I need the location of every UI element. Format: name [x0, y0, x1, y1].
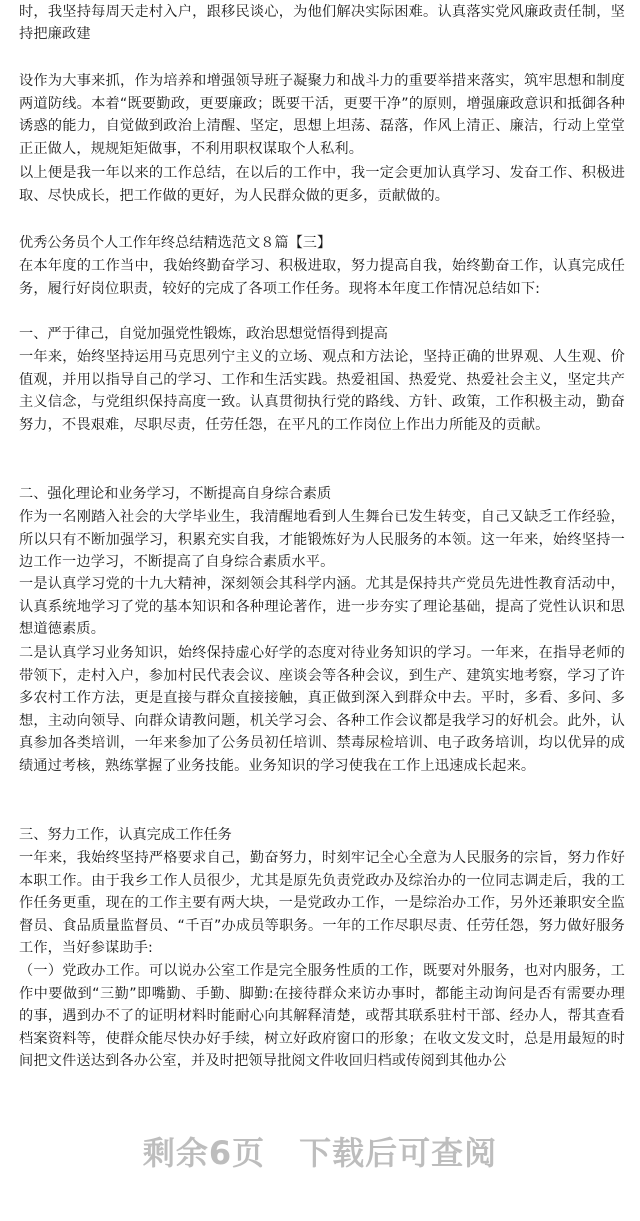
section-title-3: 优秀公务员个人工作年终总结精选范文８篇【三】 [19, 235, 332, 251]
paragraph-4: 一年来，始终坚持运用马克思列宁主义的立场、观点和方法论，坚持正确的世界观、人生观、价值观，并用以指导自己的学习、工作和生活实践。热爱祖国、热爱党、热爱社会主义，坚定共产主义信念，与党组织保持高度一致。认真贯彻执行党的路线、方针、政策，工作积极主动，勤奋努力，不畏艰难，尽职尽责，任劳任怨，在平凡的工作岗位上作出力所能及的贡献。 [19, 349, 625, 433]
paragraph-9: （一）党政办工作。可以说办公室工作是完全服务性质的工作，既要对外服务，也对内服务，工作中要做到“三勤”即嘴勤、手勤、脚勤:在接待群众来访办事时，都能主动询问是否有需要办理的事，遇到办不了的证明材料时能耐心向其解释清楚，或帮其联系驻村干部、经办人，帮其查看档案资料等，使群众能尽快办好手续，树立好政府窗口的形象；在收文发文时，总是用最短的时间把文件送达到各办公室，并及时把领导批阅文件收回归档或传阅到其他办公 [19, 963, 625, 1070]
paragraph-5: 作为一名刚踏入社会的大学毕业生，我清醒地看到人生舞台已发生转变，自己又缺乏工作经验，所以只有不断加强学习，积累充实自我，才能锻炼好为人民服务的本领。这一年来，始终坚持一边工作一边学习，不断提高了自身综合素质水平。 [19, 509, 625, 571]
paragraph-6: 一是认真学习党的十九大精神，深刻领会其科学内涵。尤其是保持共产党员先进性教育活动中，认真系统地学习了党的基本知识和各种理论著作，进一步夯实了理论基础，提高了党性认识和思想道德素质。 [19, 576, 625, 638]
top-fragment-clip [0, 0, 640, 43]
paragraph-7: 二是认真学习业务知识，始终保持虚心好学的态度对待业务知识的学习。一年来，在指导老师的带领下，走村入户，参加村民代表会议、座谈会等各种会议，到生产、建筑实地考察，学习了许多农村工作方法，更是直接与群众直接接触，真正做到深入到群众中去。平时，多看、多问、多想，主动向领导、向群众请教问题，机关学习会、各种工作会议都是我学习的好机会。此外，认真参加各类培训，一年来参加了公务员初任培训、禁毒尿检培训、电子政务培训，均以优异的成绩通过考核，熟练掌握了业务技能。业务知识的学习使我在工作上迅速成长起来。 [19, 645, 625, 774]
top-fragment: 时，我坚持每周天走村入户，跟移民谈心，为他们解决实际困难。认真落实党风廉政责任制，坚持把廉政建 [19, 3, 625, 43]
remaining-pages-banner[interactable] [0, 1128, 640, 1174]
heading-2: 二、强化理论和业务学习，不断提高自身综合素质 [19, 486, 332, 502]
paragraph-3: 在本年度的工作当中，我始终勤奋学习、积极进取，努力提高自我，始终勤奋工作，认真完成任务，履行好岗位职责，较好的完成了各项工作任务。现将本年度工作情况总结如下: [19, 258, 625, 297]
remaining-pages-text: 剩余6页 [142, 1134, 266, 1172]
paragraph-1: 设作为大事来抓，作为培养和增强领导班子凝聚力和战斗力的重要举措来落实，筑牢思想和制度两道防线。本着“既要勤政，更要廉政；既要干活，更要干净”的原则，增强廉政意识和抵御各种诱惑的能力，自觉做到政治上清醒、坚定，思想上坦荡、磊落，作风上清正、廉洁，行动上堂堂正正做人，规规矩矩做事，不利用职权谋取个人私利。 [19, 73, 625, 157]
download-prompt-text: 下载后可查阅 [299, 1134, 498, 1172]
paragraph-2: 以上便是我一年以来的工作总结，在以后的工作中，我一定会更加认真学习、发奋工作、积极进取、尽快成长，把工作做的更好，为人民群众做的更多，贡献做的。 [19, 165, 625, 204]
heading-1: 一、严于律己，自觉加强党性锻炼，政治思想觉悟得到提高 [19, 326, 388, 342]
heading-3: 三、努力工作，认真完成工作任务 [19, 827, 232, 843]
paragraph-8: 一年来，我始终坚持严格要求自己，勤奋努力，时刻牢记全心全意为人民服务的宗旨，努力作好本职工作。由于我乡工作人员很少，尤其是原先负责党政办及综治办的一位同志调走后，我的工作任务更重，现在的工作主要有两大块，一是党政办工作，一是综治办工作，另外还兼职安全监督员、食品质量监督员、“千百”办成员等职务。一年的工作尽职尽责、任劳任怨，努力做好服务工作，当好参谋助手: [19, 850, 625, 957]
